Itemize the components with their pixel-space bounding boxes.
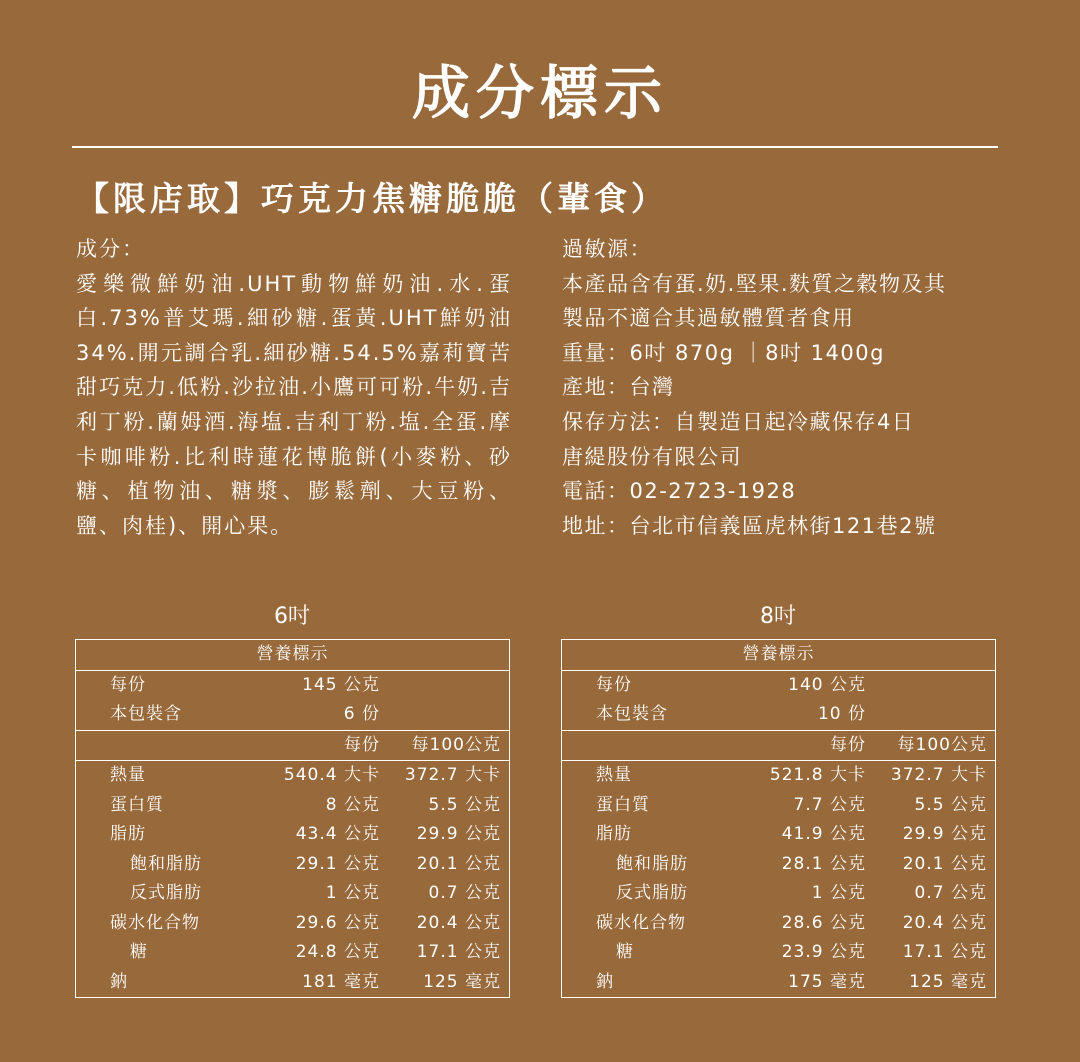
col-per-100g: 每100公克 xyxy=(868,730,996,761)
nutrition-table-6in xyxy=(75,639,510,998)
col-per-serving: 每份 xyxy=(766,730,868,761)
nutrient-label: 脂肪 xyxy=(596,824,632,844)
per-serving-value: 1 公克 xyxy=(811,883,866,903)
nutrient-label: 糖 xyxy=(616,942,634,962)
nutrient-label: 碳水化合物 xyxy=(596,912,686,933)
per-serving-value: 28.1 公克 xyxy=(781,853,866,874)
ingredients-section xyxy=(76,232,512,543)
table-row xyxy=(562,850,996,880)
pack-label: 本包裝含 xyxy=(562,700,767,730)
nutrition-table-title: 營養標示 xyxy=(76,640,510,671)
per-100g-value: 29.9 公克 xyxy=(902,824,987,844)
per-serving-value: 1 公克 xyxy=(325,883,380,903)
table-row xyxy=(562,761,996,791)
table-row xyxy=(562,968,996,998)
nutrient-label: 鈉 xyxy=(110,971,128,992)
per-100g-value: 17.1 公克 xyxy=(902,942,987,962)
company-name: 唐緹股份有限公司 xyxy=(562,444,742,469)
storage-info: 保存方法：自製造日起冷藏保存4日 xyxy=(562,409,915,434)
serving-value: 145 公克 xyxy=(302,674,380,695)
per-100g-value: 372.7 大卡 xyxy=(890,765,987,785)
per-serving-value: 43.4 公克 xyxy=(295,824,380,844)
per-serving-value: 175 毫克 xyxy=(788,971,866,992)
ingredients-heading: 成分： xyxy=(76,237,145,261)
col-per-serving: 每份 xyxy=(280,730,382,761)
per-100g-value: 20.1 公克 xyxy=(902,853,987,874)
nutrient-label: 反式脂肪 xyxy=(616,883,688,903)
table-row xyxy=(76,879,510,909)
nutrient-label: 反式脂肪 xyxy=(130,883,202,903)
allergen-heading: 過敏源： xyxy=(562,237,652,261)
nutrient-label: 飽和脂肪 xyxy=(616,853,688,874)
per-serving-value: 181 毫克 xyxy=(302,971,380,992)
serving-value: 140 公克 xyxy=(788,674,866,695)
per-100g-value: 20.4 公克 xyxy=(416,912,501,933)
serving-label: 每份 xyxy=(110,674,146,695)
table-row xyxy=(76,968,510,998)
per-serving-value: 29.1 公克 xyxy=(295,853,380,874)
table-row xyxy=(562,909,996,939)
allergen-line-2: 製品不適合其過敏體質者食用 xyxy=(562,306,855,331)
per-serving-value: 29.6 公克 xyxy=(295,912,380,933)
size-label-8in: 8吋 xyxy=(760,604,796,629)
per-100g-value: 372.7 大卡 xyxy=(404,765,501,785)
per-serving-value: 7.7 公克 xyxy=(793,794,866,815)
nutrient-label: 鈉 xyxy=(596,971,614,992)
nutrient-label: 熱量 xyxy=(596,765,632,785)
table-row xyxy=(76,938,510,968)
pack-value: 10 份 xyxy=(766,700,868,730)
per-100g-value: 5.5 公克 xyxy=(914,794,987,815)
per-100g-value: 125 毫克 xyxy=(423,971,501,992)
per-100g-value: 29.9 公克 xyxy=(416,824,501,844)
allergen-line-1: 本產品含有蛋.奶.堅果.麩質之穀物及其 xyxy=(562,271,947,296)
table-row xyxy=(76,820,510,850)
serving-label: 每份 xyxy=(596,674,632,695)
col-per-100g: 每100公克 xyxy=(382,730,510,761)
page-title: 成分標示 xyxy=(411,59,668,127)
table-row xyxy=(562,820,996,850)
per-100g-value: 125 毫克 xyxy=(909,971,987,992)
table-row xyxy=(562,938,996,968)
per-serving-value: 8 公克 xyxy=(325,794,380,815)
ingredients-text: 愛樂微鮮奶油.UHT動物鮮奶油.水.蛋白.73%普艾瑪.細砂糖.蛋黃.UHT鮮奶油34%.開元調合乳.細砂糖.54.5%嘉莉寶苦甜巧克力.低粉.沙拉油.小鷹可可粉.牛奶.吉利丁粉.蘭姆酒.海塩.吉利丁粉.塩.全蛋.摩卡咖啡粉.比利時蓮花博脆餅(小麥粉、砂糖、植物油、糖漿、膨鬆劑、大豆粉、鹽、肉桂)、開心果。 xyxy=(76,271,512,538)
product-name: 【限店取】巧克力焦糖脆脆（輩食） xyxy=(76,179,668,218)
table-row xyxy=(76,850,510,880)
table-row xyxy=(76,761,510,791)
nutrition-table-8in xyxy=(561,639,996,998)
address-info: 地址：台北市信義區虎林街121巷2號 xyxy=(562,513,937,538)
table-row xyxy=(562,879,996,909)
table-row xyxy=(562,791,996,821)
per-serving-value: 41.9 公克 xyxy=(781,824,866,844)
origin-info: 產地：台灣 xyxy=(562,375,675,400)
per-serving-value: 24.8 公克 xyxy=(295,942,380,962)
pack-value: 6 份 xyxy=(280,700,382,730)
phone-info: 電話：02-2723-1928 xyxy=(562,479,797,504)
nutrient-label: 脂肪 xyxy=(110,824,146,844)
per-100g-value: 0.7 公克 xyxy=(428,883,501,903)
size-label-6in: 6吋 xyxy=(274,604,310,629)
nutrient-label: 碳水化合物 xyxy=(110,912,200,933)
per-100g-value: 20.1 公克 xyxy=(416,853,501,874)
per-100g-value: 17.1 公克 xyxy=(416,942,501,962)
nutrition-table-title: 營養標示 xyxy=(562,640,996,671)
table-row xyxy=(76,791,510,821)
product-info-section xyxy=(562,232,1022,543)
nutrient-label: 蛋白質 xyxy=(110,794,164,815)
nutrient-label: 糖 xyxy=(130,942,148,962)
per-serving-value: 23.9 公克 xyxy=(781,942,866,962)
per-100g-value: 20.4 公克 xyxy=(902,912,987,933)
nutrient-label: 飽和脂肪 xyxy=(130,853,202,874)
per-serving-value: 540.4 大卡 xyxy=(283,765,380,785)
per-serving-value: 28.6 公克 xyxy=(781,912,866,933)
table-row xyxy=(76,909,510,939)
pack-label: 本包裝含 xyxy=(76,700,281,730)
title-divider xyxy=(72,146,998,148)
per-100g-value: 0.7 公克 xyxy=(914,883,987,903)
weight-info: 重量：6吋 870g ｜8吋 1400g xyxy=(562,340,885,365)
per-serving-value: 521.8 大卡 xyxy=(769,765,866,785)
per-100g-value: 5.5 公克 xyxy=(428,794,501,815)
nutrient-label: 蛋白質 xyxy=(596,794,650,815)
nutrient-label: 熱量 xyxy=(110,765,146,785)
